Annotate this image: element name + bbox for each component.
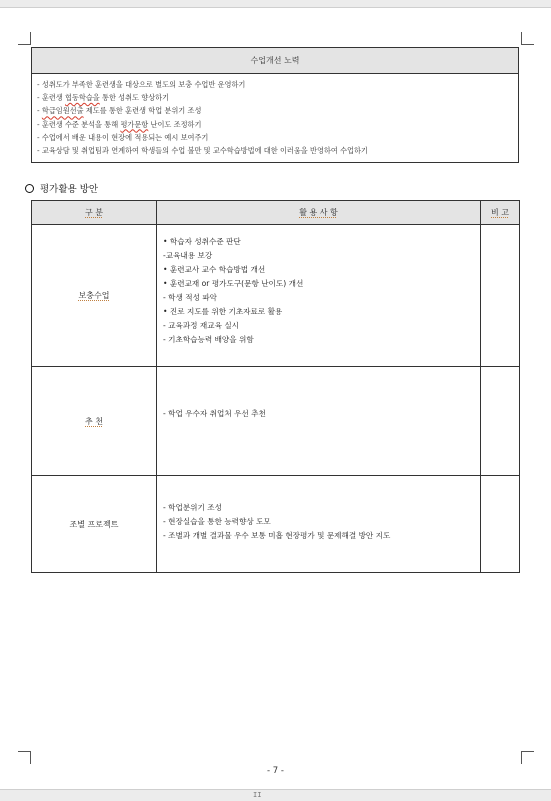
footer-mark: II [253,791,262,799]
effort-item: - 훈련생 협동학습을 통한 성취도 향상하기 [37,93,170,103]
use-line: - 기초학습능력 배양을 위함 [163,335,254,344]
effort-title: 수업개선 노력 [32,48,518,74]
row-note [481,225,520,367]
use-line: - 학업분위기 조성 [163,503,222,512]
crop-mark-bottom-right [521,751,534,764]
window-top-bar [0,0,551,8]
table-row [32,476,520,573]
use-line: • 진로 지도를 위한 기초자료로 활용 [163,307,283,316]
circle-bullet-icon [25,184,34,193]
header-note: 비 고 [481,201,520,225]
use-line: - 조별과 개별 결과물 우수 보통 미흡 현장평가 및 문제해결 방안 지도 [163,531,391,540]
header-uses: 활 용 사 항 [157,201,481,225]
effort-item: - 훈련생 수준 분석을 통해 평가문항 난이도 조정하기 [37,119,202,129]
effort-item: - 교육상담 및 취업팀과 연계하여 학생들의 수업 불만 및 교수학습방법에 대한 이러움을 반영하여 수업하기 [37,146,368,156]
use-line: • 훈련교사 교수 학습방법 개선 [163,265,266,274]
header-category: 구 분 [32,201,157,225]
table-header-row [32,201,520,225]
use-line: -교육내용 보강 [163,251,213,260]
crop-mark-top-left [18,32,31,45]
row-uses [157,367,481,476]
crop-mark-bottom-left [18,751,31,764]
use-line: • 학습자 성취수준 판단 [163,237,241,246]
row-category: 추 천 [32,367,157,476]
effort-item: - 학급임원선출 제도를 통한 훈련생 학업 분위기 조성 [37,106,202,116]
use-line: - 학생 적성 파악 [163,293,217,302]
row-note [481,476,520,573]
row-category: 조별 프로젝트 [32,476,157,573]
use-line: - 학업 우수자 취업처 우선 추천 [163,409,266,418]
page-number: - 7 - [267,766,284,776]
window-bottom-bar [0,789,551,801]
row-note [481,367,520,476]
row-uses [157,225,481,367]
evaluation-table [31,200,520,573]
row-uses [157,476,481,573]
use-line: - 현장실습을 통한 능력향상 도모 [163,517,271,526]
table-row [32,367,520,476]
effort-item: - 성취도가 부족한 훈련생을 대상으로 별도의 보충 수업반 운영하기 [37,80,246,89]
use-line: • 훈련교재 or 평가도구(문항 난이도) 개선 [163,279,304,288]
effort-box [31,47,519,163]
section-title: 평가활용 방안 [25,181,98,195]
use-line: - 교육과정 재교육 실시 [163,321,240,330]
crop-mark-top-right [521,32,534,45]
effort-list [32,74,518,157]
effort-item: - 수업에서 배운 내용이 현장에 적용되는 예시 보여주기 [37,132,209,142]
table-row [32,225,520,367]
row-category: 보충수업 [32,225,157,367]
